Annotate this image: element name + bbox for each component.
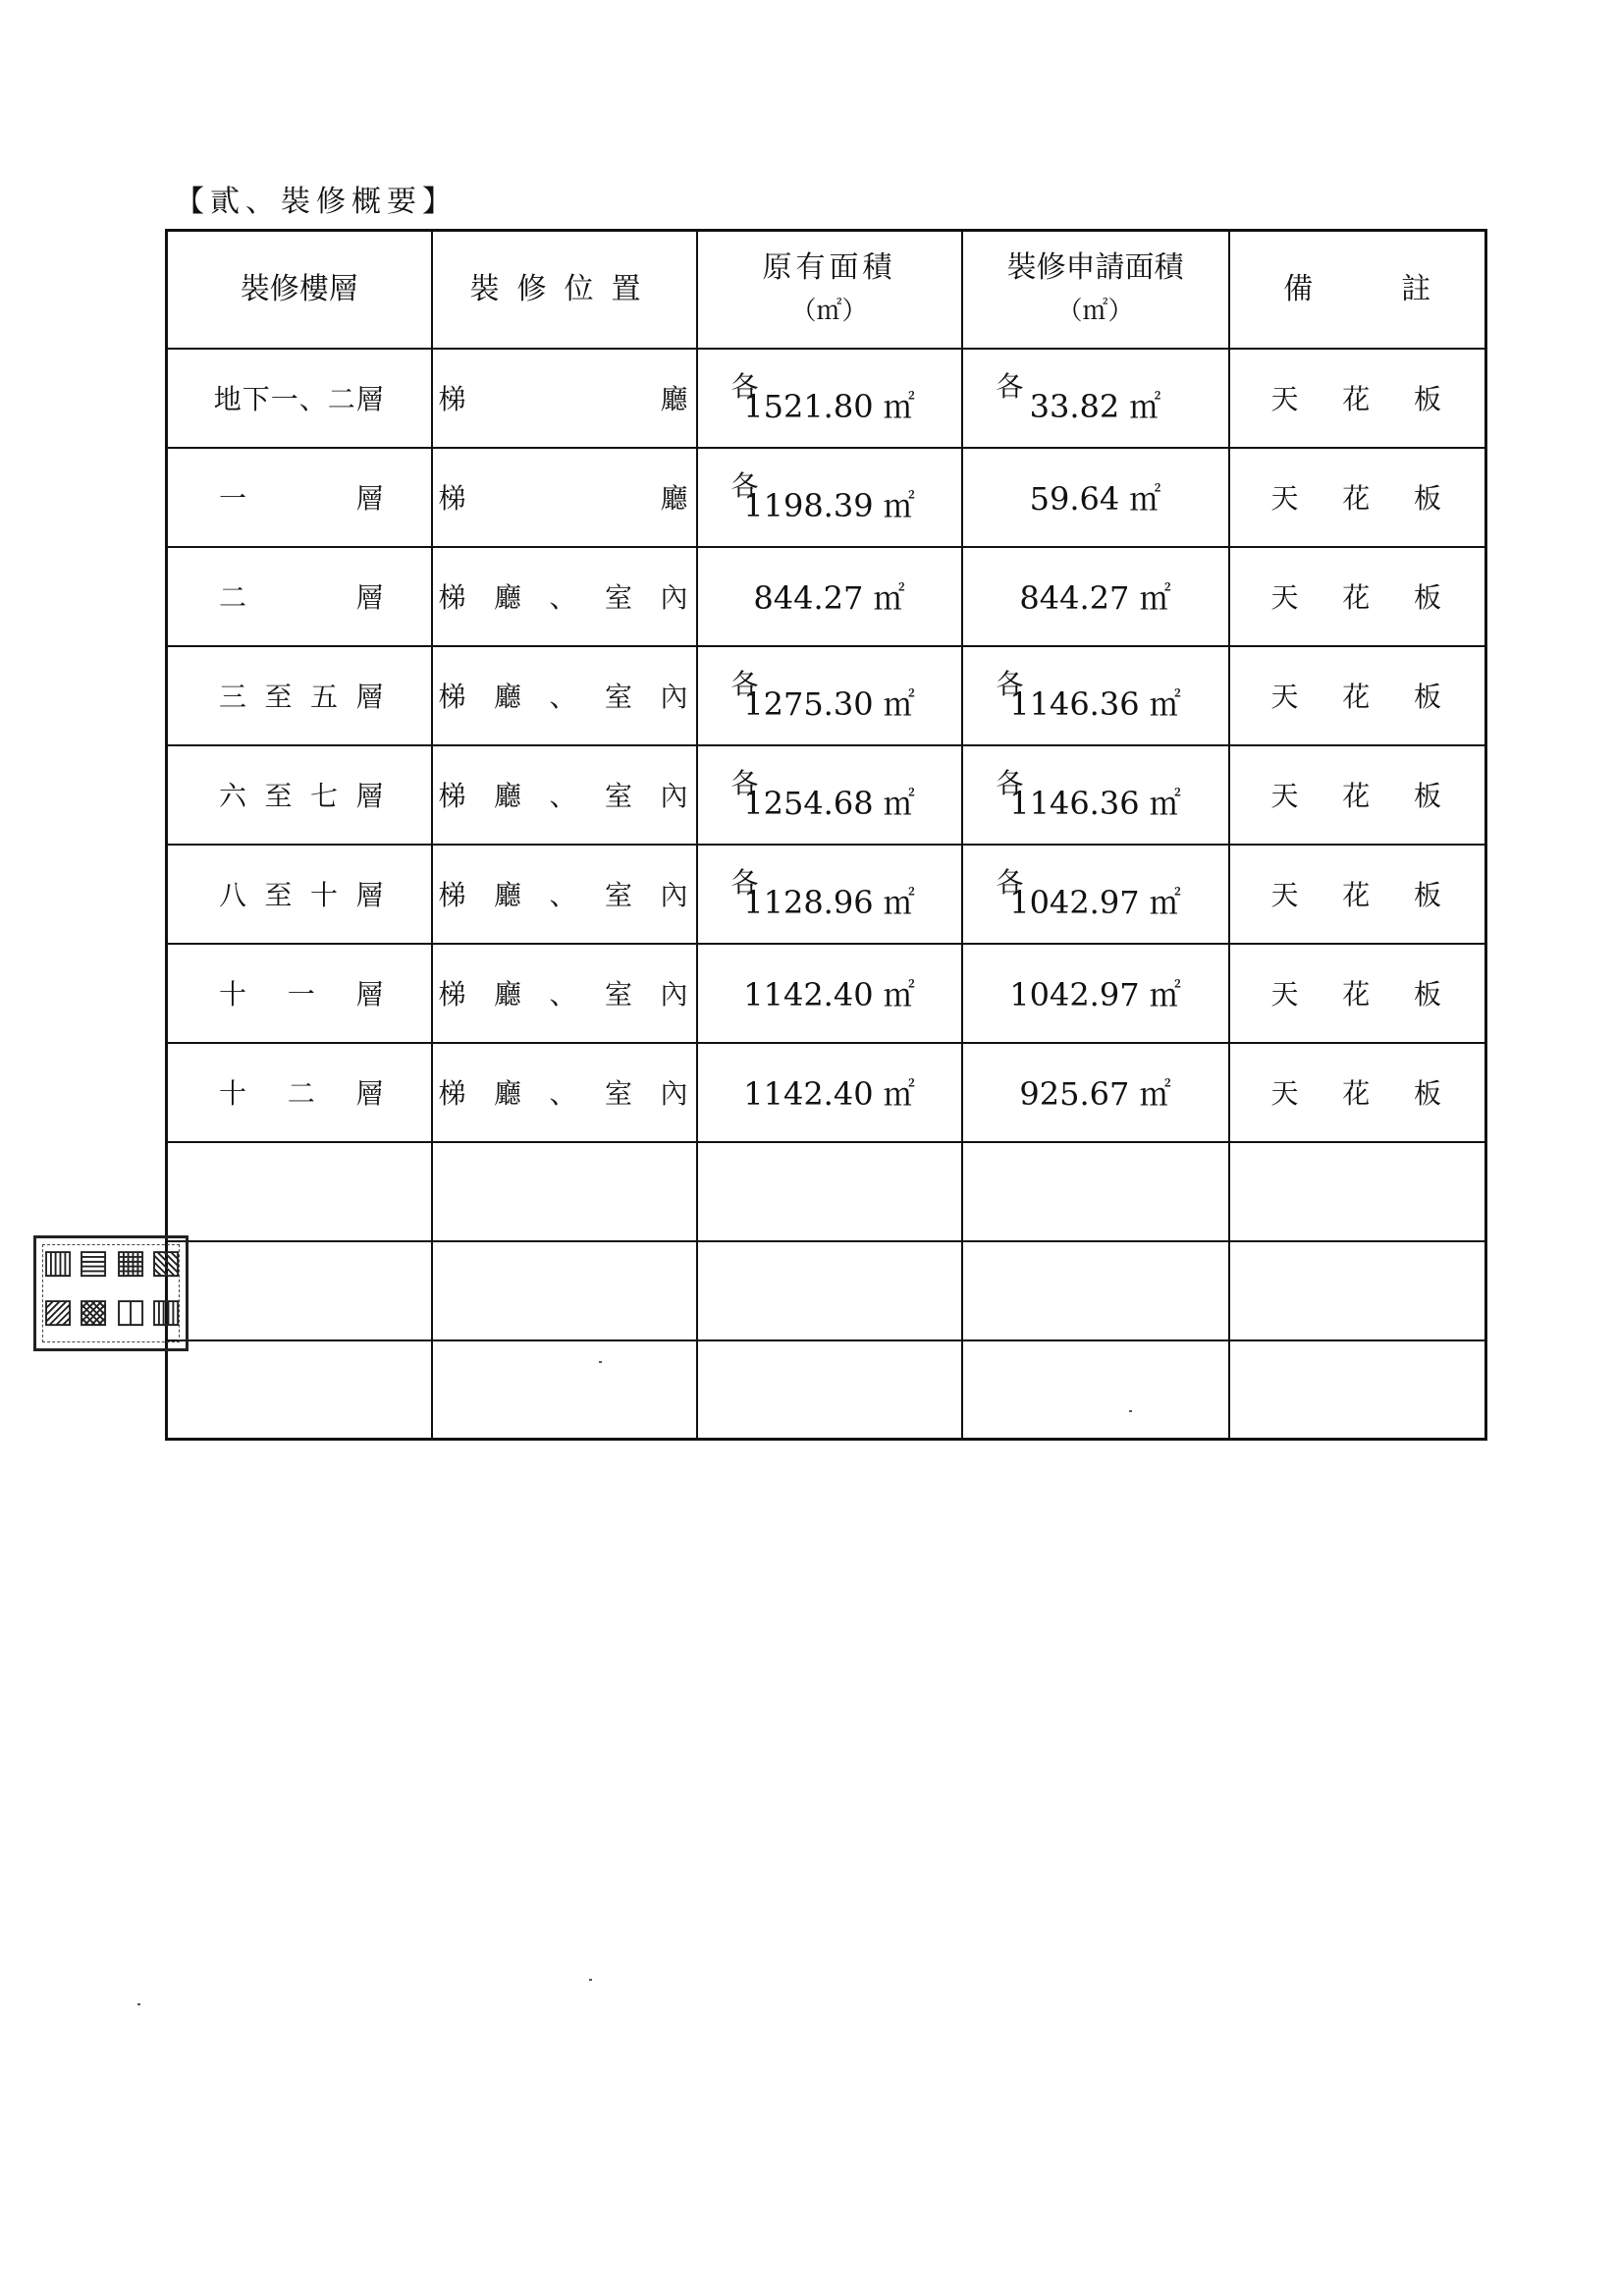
table-row xyxy=(167,547,1486,646)
seal-glyph: ▤ xyxy=(78,1242,110,1282)
header-row xyxy=(167,231,1486,349)
location-cell: 梯廳、室內 xyxy=(432,944,697,1043)
each-prefix: 各 xyxy=(730,468,759,502)
empty-cell xyxy=(432,1142,697,1241)
table-row xyxy=(167,845,1486,944)
empty-row xyxy=(167,1340,1486,1440)
location-cell: 梯廳、室內 xyxy=(432,547,697,646)
floor-cell: 一 層 xyxy=(167,448,432,547)
remark-cell: 天花板 xyxy=(1229,745,1486,845)
original-area-value: 844.27 ㎡ xyxy=(753,579,905,617)
seal-glyph: ▥ xyxy=(150,1291,183,1331)
original-area-value: 1521.80 ㎡ xyxy=(743,388,915,425)
floor-cell: 十一層 xyxy=(167,944,432,1043)
applied-area-cell xyxy=(962,1043,1229,1142)
applied-area-cell xyxy=(962,448,1229,547)
empty-cell xyxy=(432,1241,697,1340)
header-original-area xyxy=(697,231,962,349)
applied-area-cell xyxy=(962,745,1229,845)
remark-cell: 天花板 xyxy=(1229,349,1486,448)
applied-area-cell xyxy=(962,845,1229,944)
location-cell: 梯 廳 xyxy=(432,349,697,448)
header-original-area-unit: （㎡） xyxy=(790,296,868,326)
scan-speck xyxy=(589,1979,592,1981)
location-cell: 梯廳、室內 xyxy=(432,745,697,845)
seal-glyph: ▥ xyxy=(42,1242,75,1282)
each-prefix: 各 xyxy=(996,369,1024,403)
original-area-cell xyxy=(697,547,962,646)
seal-glyph: ▧ xyxy=(150,1242,183,1282)
table-row xyxy=(167,646,1486,745)
remark-cell: 天花板 xyxy=(1229,944,1486,1043)
original-area-cell xyxy=(697,349,962,448)
header-applied-area-unit: （㎡） xyxy=(1056,296,1134,326)
applied-area-value: 1042.97 ㎡ xyxy=(1009,884,1181,921)
original-area-value: 1142.40 ㎡ xyxy=(743,976,915,1013)
seal-stamp xyxy=(33,1235,189,1351)
floor-cell: 二 層 xyxy=(167,547,432,646)
remark-cell: 天花板 xyxy=(1229,845,1486,944)
empty-cell xyxy=(1229,1241,1486,1340)
original-area-cell xyxy=(697,448,962,547)
seal-glyph: ▩ xyxy=(78,1291,110,1331)
scan-speck xyxy=(1129,1410,1132,1412)
applied-area-value: 33.82 ㎡ xyxy=(1029,388,1161,425)
remark-cell: 天花板 xyxy=(1229,448,1486,547)
each-prefix: 各 xyxy=(730,766,759,799)
remark-cell: 天花板 xyxy=(1229,547,1486,646)
empty-row xyxy=(167,1142,1486,1241)
applied-area-value: 1146.36 ㎡ xyxy=(1009,685,1181,723)
table-row xyxy=(167,745,1486,845)
header-applied-area-label: 裝修申請面積 xyxy=(1006,249,1184,285)
empty-row xyxy=(167,1241,1486,1340)
original-area-cell xyxy=(697,845,962,944)
original-area-cell xyxy=(697,646,962,745)
original-area-value: 1128.96 ㎡ xyxy=(743,884,915,921)
empty-cell xyxy=(1229,1340,1486,1440)
applied-area-value: 1146.36 ㎡ xyxy=(1009,785,1181,822)
floor-cell: 八至十層 xyxy=(167,845,432,944)
empty-cell xyxy=(697,1340,962,1440)
header-original-area-label: 原有面積 xyxy=(762,249,896,285)
location-cell: 梯 廳 xyxy=(432,448,697,547)
section-title: 【貳、裝修概要】 xyxy=(175,185,458,219)
remark-cell: 天花板 xyxy=(1229,646,1486,745)
renovation-summary-table-wrapper xyxy=(165,229,1484,1441)
each-prefix: 各 xyxy=(730,865,759,899)
applied-area-value: 925.67 ㎡ xyxy=(1019,1075,1171,1113)
applied-area-value: 844.27 ㎡ xyxy=(1019,579,1171,617)
empty-cell xyxy=(962,1340,1229,1440)
each-prefix: 各 xyxy=(730,667,759,700)
applied-area-cell xyxy=(962,646,1229,745)
original-area-value: 1275.30 ㎡ xyxy=(743,685,915,723)
renovation-summary-table xyxy=(165,229,1487,1441)
seal-glyph: ▦ xyxy=(115,1242,147,1282)
applied-area-value: 59.64 ㎡ xyxy=(1029,480,1161,518)
scan-speck xyxy=(599,1361,602,1363)
table-row xyxy=(167,1043,1486,1142)
original-area-cell xyxy=(697,1043,962,1142)
each-prefix: 各 xyxy=(996,865,1024,899)
applied-area-cell xyxy=(962,349,1229,448)
each-prefix: 各 xyxy=(996,667,1024,700)
empty-cell xyxy=(432,1340,697,1440)
empty-cell xyxy=(697,1142,962,1241)
applied-area-value: 1042.97 ㎡ xyxy=(1009,976,1181,1013)
seal-glyph: ▨ xyxy=(42,1291,75,1331)
original-area-cell xyxy=(697,944,962,1043)
original-area-value: 1142.40 ㎡ xyxy=(743,1075,915,1113)
empty-cell xyxy=(167,1142,432,1241)
applied-area-cell xyxy=(962,547,1229,646)
applied-area-cell xyxy=(962,944,1229,1043)
table-row xyxy=(167,349,1486,448)
empty-cell xyxy=(962,1241,1229,1340)
original-area-value: 1254.68 ㎡ xyxy=(743,785,915,822)
floor-cell: 地下一、二層 xyxy=(167,349,432,448)
location-cell: 梯廳、室內 xyxy=(432,646,697,745)
empty-cell xyxy=(167,1340,432,1440)
original-area-value: 1198.39 ㎡ xyxy=(743,487,915,524)
floor-cell: 六至七層 xyxy=(167,745,432,845)
seal-glyph: ◫ xyxy=(115,1291,147,1331)
header-floor: 裝修樓層 xyxy=(167,231,432,349)
empty-cell xyxy=(1229,1142,1486,1241)
table-row xyxy=(167,944,1486,1043)
header-location: 裝修位置 xyxy=(432,231,697,349)
empty-cell xyxy=(697,1241,962,1340)
floor-cell: 三至五層 xyxy=(167,646,432,745)
empty-cell xyxy=(167,1241,432,1340)
each-prefix: 各 xyxy=(730,369,759,403)
empty-cell xyxy=(962,1142,1229,1241)
table-row xyxy=(167,448,1486,547)
header-remark: 備 註 xyxy=(1229,231,1486,349)
scan-speck xyxy=(137,2003,140,2005)
location-cell: 梯廳、室內 xyxy=(432,1043,697,1142)
remark-cell: 天花板 xyxy=(1229,1043,1486,1142)
location-cell: 梯廳、室內 xyxy=(432,845,697,944)
header-applied-area xyxy=(962,231,1229,349)
original-area-cell xyxy=(697,745,962,845)
floor-cell: 十二層 xyxy=(167,1043,432,1142)
each-prefix: 各 xyxy=(996,766,1024,799)
